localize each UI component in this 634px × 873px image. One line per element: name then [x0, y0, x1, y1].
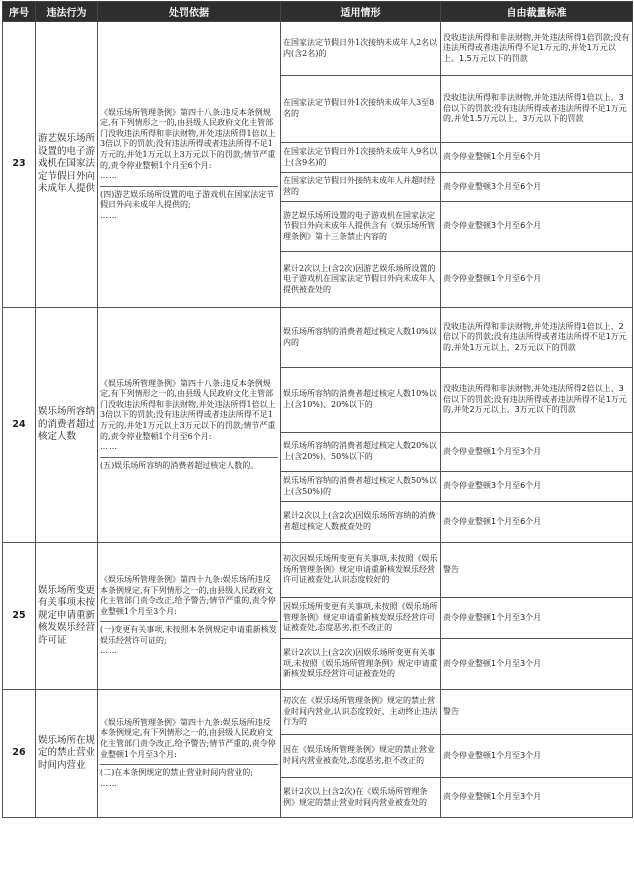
basis-divider	[100, 186, 278, 187]
header-row	[3, 2, 633, 22]
violation-cell: 娱乐场所容纳的消费者超过核定人数	[36, 308, 98, 543]
situation-cell: 在国家法定节假日外1次接纳未成年人9名以上(含9名)的	[281, 143, 441, 173]
standard-cell: 责令停业整顿1个月至3个月	[441, 433, 633, 472]
basis-clause-text: (二)在本条例规定的禁止营业时间内营业的;	[100, 768, 253, 778]
standard-cell: 责令停业整顿1个月至3个月	[441, 735, 633, 778]
standard-cell: 责令停业整顿1个月至3个月	[441, 778, 633, 818]
standard-cell: 没收违法所得和非法财物,并处违法所得1倍以上、2倍以下的罚款;没有违法所得或者违法所得不足1万元的,并处1万元以上、2万元以下的罚款	[441, 308, 633, 368]
standard-cell: 责令停业整顿3个月至6个月	[441, 472, 633, 502]
basis-article-text: 《娱乐场所管理条例》第四十八条:违反本条例规定,有下列情形之一的,由县级人民政府文化主管部门没收违法所得和非法财物,并处违法所得1倍以上3倍以下的罚款;没有违法所得或者违法所得不足1万元的,并处1万元以上3万元以下的罚款;情节严重的,责令停业整顿1个月至6个月:	[100, 107, 276, 170]
penalty-basis-cell	[98, 22, 281, 308]
standard-cell: 没收违法所得和非法财物,并处违法所得1倍以上、3倍以下的罚款;没有违法所得或者违法所得不足1万元的,并处1.5万元以上、3万元以下的罚款	[441, 76, 633, 143]
standard-cell: 责令停业整顿1个月至3个月	[441, 639, 633, 690]
penalty-basis-cell	[98, 543, 281, 690]
standard-cell: 没收违法所得和非法财物,并处违法所得1倍罚款;没有违法所得或者违法所得不足1万元的,并处1万元以上、1.5万元以下的罚款	[441, 22, 633, 76]
table-body	[3, 22, 633, 818]
standard-cell: 责令停业整顿1个月至6个月	[441, 252, 633, 308]
row-number: 26	[3, 690, 36, 818]
basis-article-text: 《娱乐场所管理条例》第四十九条:娱乐场所违反本条例规定,有下列情形之一的,由县级人民政府文化主管部门责令改正,给予警告;情节严重的,责令停业整顿1个月至3个月:	[100, 717, 276, 759]
header-violation: 违法行为	[36, 2, 98, 22]
standard-cell: 警告	[441, 690, 633, 735]
basis-ellipsis: ……	[100, 442, 118, 452]
header-penalty-basis: 处罚依据	[98, 2, 281, 22]
row-number: 24	[3, 308, 36, 543]
basis-ellipsis: ……	[100, 210, 118, 220]
situation-cell: 娱乐场所容纳的消费者超过核定人数20%以上(含20%)、50%以下的	[281, 433, 441, 472]
violation-cell: 游艺娱乐场所设置的电子游戏机在国家法定节假日外向未成年人提供	[36, 22, 98, 308]
situation-cell: 在国家法定节假日外接纳未成年人并超时经营的	[281, 173, 441, 202]
header-no: 序号	[3, 2, 36, 22]
violation-cell: 娱乐场所在规定的禁止营业时间内营业	[36, 690, 98, 818]
standard-cell: 责令停业整顿3个月至6个月	[441, 202, 633, 252]
basis-clause-text: (四)游艺娱乐场所设置的电子游戏机在国家法定节假日外向未成年人提供的;	[100, 189, 275, 210]
standard-cell: 责令停业整顿1个月至6个月	[441, 502, 633, 543]
basis-divider	[100, 457, 278, 458]
standard-cell: 责令停业整顿3个月至6个月	[441, 173, 633, 202]
basis-ellipsis: ……	[100, 778, 118, 788]
situation-cell: 累计2次以上(含2次)在《娱乐场所管理条例》规定的禁止营业时间内营业被查处的	[281, 778, 441, 818]
row-number: 23	[3, 22, 36, 308]
basis-article-text: 《娱乐场所管理条例》第四十九条:娱乐场所违反本条例规定,有下列情形之一的,由县级人民政府文化主管部门责令改正,给予警告;情节严重的,责令停业整顿1个月至3个月:	[100, 574, 276, 616]
table-row	[3, 308, 633, 368]
basis-clause-text: (一)变更有关事项,未按照本条例规定申请重新核发娱乐经营许可证的;	[100, 625, 277, 645]
table-row	[3, 543, 633, 598]
standard-cell: 没收违法所得和非法财物,并处违法所得2倍以上、3倍以下的罚款;没有违法所得或者违法所得不足1万元的,并处2万元以上、3万元以下的罚款	[441, 368, 633, 433]
table-row	[3, 690, 633, 735]
situation-cell: 娱乐场所容纳的消费者超过核定人数10%以内的	[281, 308, 441, 368]
basis-ellipsis: ……	[100, 171, 118, 181]
situation-cell: 初次在《娱乐场所管理条例》规定的禁止营业时间内营业,认识态度较好、主动终止违法行为的	[281, 690, 441, 735]
situation-cell: 在国家法定节假日外1次接纳未成年人2名以内(含2名)的	[281, 22, 441, 76]
penalty-basis-cell	[98, 308, 281, 543]
situation-cell: 娱乐场所容纳的消费者超过核定人数50%以上(含50%)的	[281, 472, 441, 502]
situation-cell: 因娱乐场所变更有关事项,未按照《娱乐场所管理条例》规定申请重新核发娱乐经营许可证被查处,态度恶劣,拒不改正的	[281, 598, 441, 639]
situation-cell: 在国家法定节假日外1次接纳未成年人3至8名的	[281, 76, 441, 143]
situation-cell: 累计2次以上(含2次)因娱乐场所容纳的消费者超过核定人数被查处的	[281, 502, 441, 543]
header-situation: 适用情形	[281, 2, 441, 22]
row-number: 25	[3, 543, 36, 690]
standard-cell: 责令停业整顿1个月至3个月	[441, 598, 633, 639]
basis-divider	[100, 621, 278, 622]
violation-cell: 娱乐场所变更有关事项未按规定申请重新核发娱乐经营许可证	[36, 543, 98, 690]
basis-divider	[100, 764, 278, 765]
penalty-table	[2, 1, 633, 818]
situation-cell: 累计2次以上(含2次)因游艺娱乐场所设置的电子游戏机在国家法定节假日外向未成年人提供被查处的	[281, 252, 441, 308]
basis-clause-text: (五)娱乐场所容纳的消费者超过核定人数的。	[100, 460, 259, 470]
situation-cell: 初次因娱乐场所变更有关事项,未按照《娱乐场所管理条例》规定申请重新核发娱乐经营许可证被查处,认识态度较好的	[281, 543, 441, 598]
header-discretion-standard: 自由裁量标准	[441, 2, 633, 22]
situation-cell: 游艺娱乐场所设置的电子游戏机在国家法定节假日外向未成年人提供含有《娱乐场所管理条例》第十三条禁止内容的	[281, 202, 441, 252]
standard-cell: 警告	[441, 543, 633, 598]
situation-cell: 娱乐场所容纳的消费者超过核定人数10%以上(含10%)、20%以下的	[281, 368, 441, 433]
basis-article-text: 《娱乐场所管理条例》第四十八条:违反本条例规定,有下列情形之一的,由县级人民政府文化主管部门没收违法所得和非法财物,并处违法所得1倍以上3倍以下的罚款;没有违法所得或者违法所得不足1万元的,并处1万元以上3万元以下的罚款;情节严重的,责令停业整顿1个月至6个月:	[100, 378, 276, 441]
situation-cell: 因在《娱乐场所管理条例》规定的禁止营业时间内营业被查处,态度恶劣,拒不改正的	[281, 735, 441, 778]
basis-ellipsis: ……	[100, 646, 118, 656]
situation-cell: 累计2次以上(含2次)因娱乐场所变更有关事项,未按照《娱乐场所管理条例》规定申请重新核发娱乐经营许可证被查处的	[281, 639, 441, 690]
penalty-basis-cell	[98, 690, 281, 818]
standard-cell: 责令停业整顿1个月至6个月	[441, 143, 633, 173]
table-row	[3, 22, 633, 76]
